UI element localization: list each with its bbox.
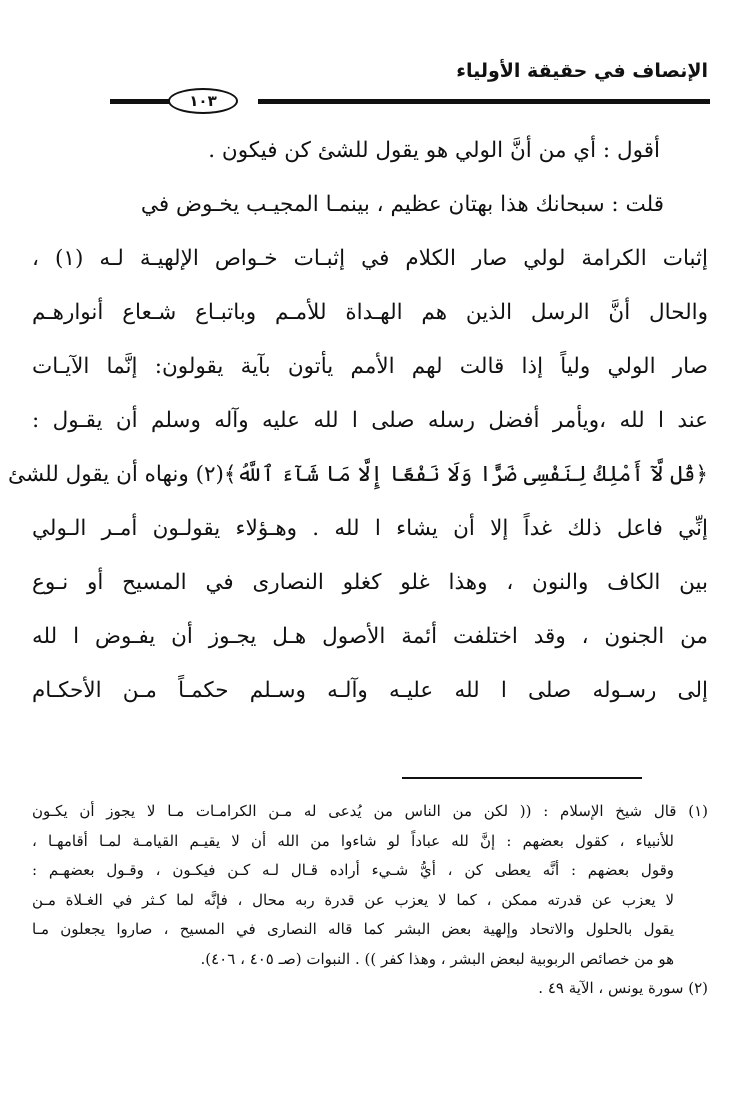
body-line: والحال أنَّ الرسل الذين هم الهـداة للأمـم وباتبـاع شـعاع أنوارهـم xyxy=(32,300,708,325)
footnote-line: هو من خصائص الربوبية لبعض البشر ، وهذا كفر )) . النبوات (صـ ٤٠٥ ، ٤٠٦). xyxy=(200,949,674,968)
footnotes xyxy=(32,797,708,1004)
footnote-separator xyxy=(402,777,642,779)
body-line: صار الولي ولياً إذا قالت لهم الأمم يأتون بآية يقولون: إنَّما الآيـات xyxy=(32,354,708,379)
header-rule-left xyxy=(110,99,170,104)
footnote-line: (٢) سورة يونس ، الآية ٤٩ . xyxy=(538,979,708,997)
running-header-title: الإنصاف في حقيقة الأولياء xyxy=(456,60,708,82)
footnote-line: يقول بالحلول والاتحاد وإلهية بعض البشر كما قاله النصارى في المسيح ، صاروا يجعلون مـا xyxy=(32,920,674,938)
header-rule-right xyxy=(258,99,710,104)
body-line: بين الكاف والنون ، وهذا غلو كغلو النصارى في المسيح أو نـوع xyxy=(32,570,708,595)
footnote-line: وقول بعضهم : أنَّه يعطى كن ، أيُّ شـيء أراده قـال لـه كـن فيكـون ، وقـول بعضهـم : xyxy=(32,861,674,879)
body-line: إلى رسـوله صلى ا لله عليـه وآلـه وسـلم حكمـاً مـن الأحكـام xyxy=(32,678,708,703)
footnote-line: لا يعزب عن قدرته ممكن ، كما لا يعزب عن قدرة ربه محال ، فإنَّه لما كـثر في الغـلاة مـن xyxy=(32,890,674,909)
body-line: أقول : أي من أنَّ الولي هو يقول للشئ كن فيكون . xyxy=(208,138,660,163)
body-line: إنِّي فاعل ذلك غداً إلا أن يشاء ا لله . وهـؤلاء يقولـون أمـر الـولي xyxy=(32,516,708,541)
footnote-line: (١) قال شيخ الإسلام : (( لكن من الناس من يُدعى له مـن الكرامـات مـا لا يجوز أن يكـون xyxy=(32,802,708,820)
body-line: إثبات الكرامة لولي صار الكلام في إثبـات خـواص الإلهيـة لـه (١) ، xyxy=(32,246,708,271)
body-line: عند ا لله ،ويأمر أفضل رسله صلى ا لله عليه وآله وسلم أن يقـول : xyxy=(32,408,708,433)
body-line: قلت : سبحانك هذا بهتان عظيم ، بينمـا المجيـب يخـوض في xyxy=(140,192,664,217)
footnote-line: للأنبياء ، كقول بعضهم : إنَّ لله عباداً لو شاءوا من الله أن لا يقيـم القيامـة لمـا أقامهـا ، xyxy=(32,831,674,850)
main-text xyxy=(8,124,708,718)
body-line-quran-verse: ﴿قُل لَّآ أَمْلِكُ لِنَفْسِى ضَرًّا وَلَا نَفْعًا إِلَّا مَا شَآءَ ٱللَّهُ﴾(٢) ونهاه أن يقول للشئ xyxy=(8,462,708,487)
body-line: من الجنون ، وقد اختلفت أئمة الأصول هـل يجـوز أن يفـوض ا لله xyxy=(32,624,708,649)
page-number: ١٠٣ xyxy=(168,88,238,114)
